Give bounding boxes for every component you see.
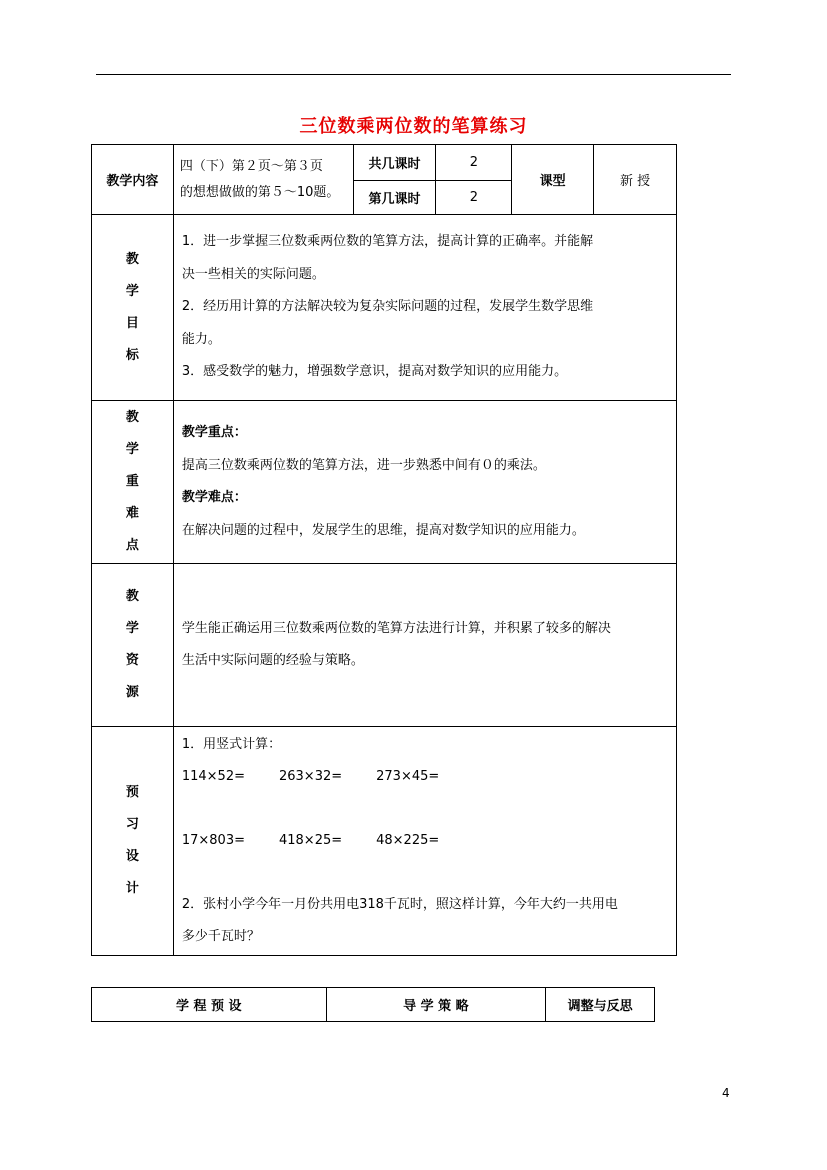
objectives-content — [173, 215, 676, 401]
difficulty-heading: 教学难点： — [181, 490, 247, 505]
resources-label: 教 学 资 源 — [92, 564, 174, 727]
calc-row-2 — [182, 825, 668, 857]
content-value-line1: 四（下）第２页～第３页 — [179, 158, 323, 174]
calc-expression: 273×45= — [376, 769, 440, 784]
process-col-reflection: 调整与反思 — [546, 988, 655, 1022]
resources-line1: 学生能正确运用三位数乘两位数的笔算方法进行计算，并积累了较多的解决 — [181, 620, 611, 636]
page-title: 三位数乘两位数的笔算练习 — [299, 116, 528, 137]
process-col-strategy: 导 学 策 略 — [326, 988, 546, 1022]
objective-line: 2．经历用计算的方法解决较为复杂实际问题的过程，发展学生数学思维 — [181, 299, 594, 315]
process-col-plan: 学 程 预 设 — [92, 988, 327, 1022]
objective-line: 能力。 — [181, 331, 221, 347]
objective-line: 决一些相关的实际问题。 — [181, 266, 325, 282]
objectives-label: 教 学 目 标 — [92, 215, 174, 401]
content-value — [173, 145, 353, 215]
type-label: 课型 — [512, 145, 594, 215]
preview-item2-line2: 多少千瓦时？ — [181, 929, 260, 944]
type-value: 新 授 — [594, 145, 677, 215]
focus-heading: 教学重点： — [181, 425, 247, 440]
calc-expression: 418×25= — [278, 833, 343, 848]
key-points-content — [173, 401, 676, 564]
total-hours-label: 共几课时 — [353, 145, 436, 181]
preview-item1-heading: 1．用竖式计算： — [181, 737, 282, 752]
resources-line2: 生活中实际问题的经验与策略。 — [181, 653, 364, 668]
calc-expression: 263×32= — [278, 769, 343, 784]
spacer — [182, 793, 668, 825]
header-rule — [96, 74, 731, 75]
objective-line: 3．感受数学的魅力，增强数学意识，提高对数学知识的应用能力。 — [181, 364, 568, 380]
objective-line: 1．进一步掌握三位数乘两位数的笔算方法，提高计算的正确率。并能解 — [181, 234, 594, 250]
which-hour-value: 2 — [436, 181, 512, 215]
lesson-plan-table — [91, 144, 677, 956]
resources-content — [173, 564, 676, 727]
difficulty-text: 在解决问题的过程中，发展学生的思维，提高对数学知识的应用能力。 — [181, 522, 585, 538]
preview-label: 预 习 设 计 — [92, 727, 174, 956]
page-number: 4 — [722, 1086, 730, 1100]
preview-content — [173, 727, 676, 956]
key-points-label: 教 学 重 难 点 — [92, 401, 174, 564]
total-hours-value: 2 — [436, 145, 512, 181]
preview-item2-line1: 2．张村小学今年一月份共用电318千瓦时，照这样计算，今年大约一共用电 — [181, 897, 618, 912]
content-value-line2: 的想想做做的第５～10题。 — [179, 184, 340, 200]
calc-expression: 48×225= — [376, 833, 440, 848]
which-hour-label: 第几课时 — [353, 181, 436, 215]
focus-text: 提高三位数乘两位数的笔算方法，进一步熟悉中间有０的乘法。 — [181, 457, 546, 473]
calc-expression: 114×52= — [181, 769, 245, 784]
process-table — [91, 987, 655, 1022]
calc-row-1 — [182, 761, 668, 793]
content-label: 教学内容 — [92, 145, 174, 215]
calc-expression: 17×803= — [181, 833, 245, 848]
spacer — [182, 857, 668, 889]
